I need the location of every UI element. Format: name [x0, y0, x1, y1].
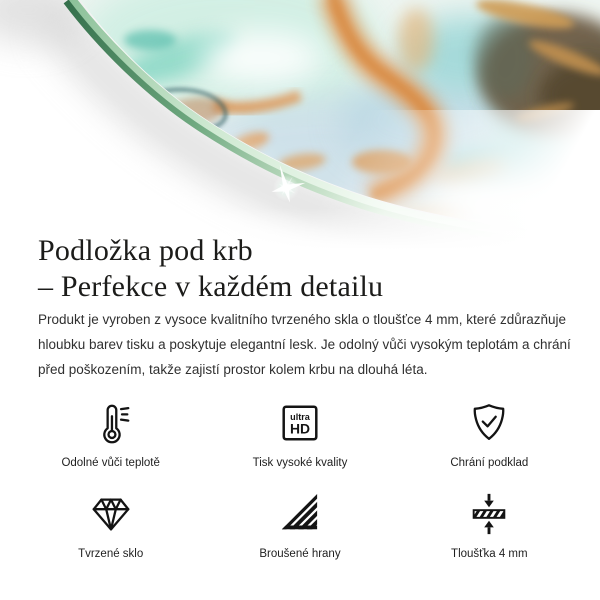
feature-tempered-glass: [16, 490, 205, 561]
diamond-icon: [88, 490, 134, 538]
feature-heat-resistant: [16, 399, 205, 470]
beveled-edge-icon: [277, 490, 323, 538]
feature-protects-floor: [395, 399, 584, 470]
page-title-line2: – Perfekce v každém detailu: [38, 270, 384, 303]
svg-text:HD: HD: [289, 420, 311, 437]
feature-label: Tloušťka 4 mm: [451, 548, 528, 560]
feature-grid: [16, 399, 584, 561]
svg-text:ultra: ultra: [290, 412, 310, 423]
glass-pad-photo: [0, 0, 600, 250]
thickness-icon: [466, 490, 512, 538]
thermometer-icon: [88, 399, 134, 447]
product-hero-image: [0, 0, 600, 250]
feature-thickness: [395, 490, 584, 561]
feature-label: Odolné vůči teplotě: [61, 457, 160, 469]
page-title-line1: Podložka pod krb: [38, 234, 253, 267]
feature-label: Tvrzené sklo: [78, 548, 144, 560]
feature-label: Chrání podklad: [450, 457, 529, 469]
feature-label: Broušené hrany: [259, 548, 341, 560]
feature-print-quality: [205, 399, 394, 470]
feature-polished-edges: [205, 490, 394, 561]
shield-check-icon: [466, 399, 512, 447]
feature-label: Tisk vysoké kvality: [252, 457, 348, 469]
page-title: [38, 233, 383, 305]
ultra-hd-icon: [277, 399, 323, 447]
product-description: Produkt je vyroben z vysoce kvalitního tvrzeného skla o tloušťce 4 mm, které zdůrazňuje hloubku barev tisku a poskytuje elegantní lesk. Je odolný vůči vysokým teplotám a chrání před poškozením, takže zajistí prostor kolem krbu na dlouhá léta.: [38, 312, 571, 377]
